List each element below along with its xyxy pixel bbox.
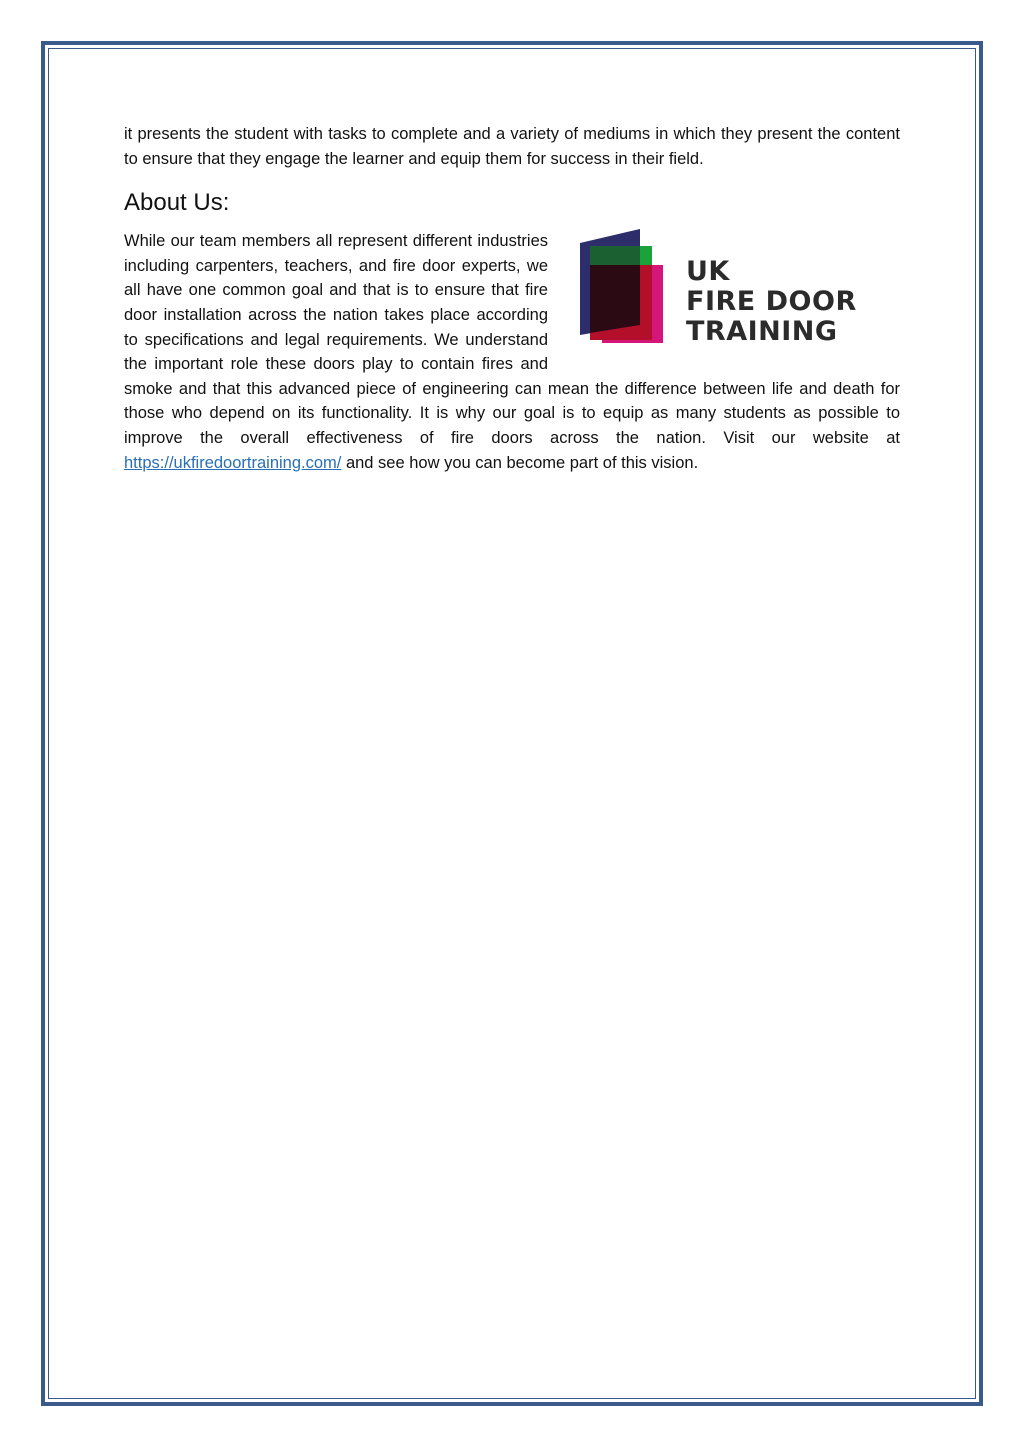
about-text: While our team members all represent different industries including carpenters, teachers, and fire door experts, we all have one common goal and that is to ensure that fire door installation across the nation takes place according to specifications and legal requirements. We understand the important role these doors play to contain fires and smoke and that this advanced piece of engineering can mean the difference between life and death for those who depend on its functionality. It is why our goal is to equip as many students as possible to improve the overall effectiveness of fire doors across the nation. Visit our website at [124,232,900,447]
uk-fire-door-training-logo [580,229,900,359]
logo-mark-icon [580,229,670,349]
website-link[interactable]: https://ukfiredoortraining.com/ [124,453,342,472]
document-body [124,122,900,475]
section-heading: About Us: [124,189,230,217]
logo-dark-core-edge [590,246,640,265]
logo-line-uk: UK [686,256,730,288]
logo-dark-core [590,265,640,333]
logo-line-fire-door: FIRE DOOR [686,286,857,318]
intro-paragraph: it presents the student with tasks to complete and a variety of mediums in which they present the content to ensure that they engage the learner and equip them for success in their field. [124,125,900,168]
logo-line-training: TRAINING [686,316,838,348]
about-text-end: and see how you can become part of this vision. [341,453,699,472]
